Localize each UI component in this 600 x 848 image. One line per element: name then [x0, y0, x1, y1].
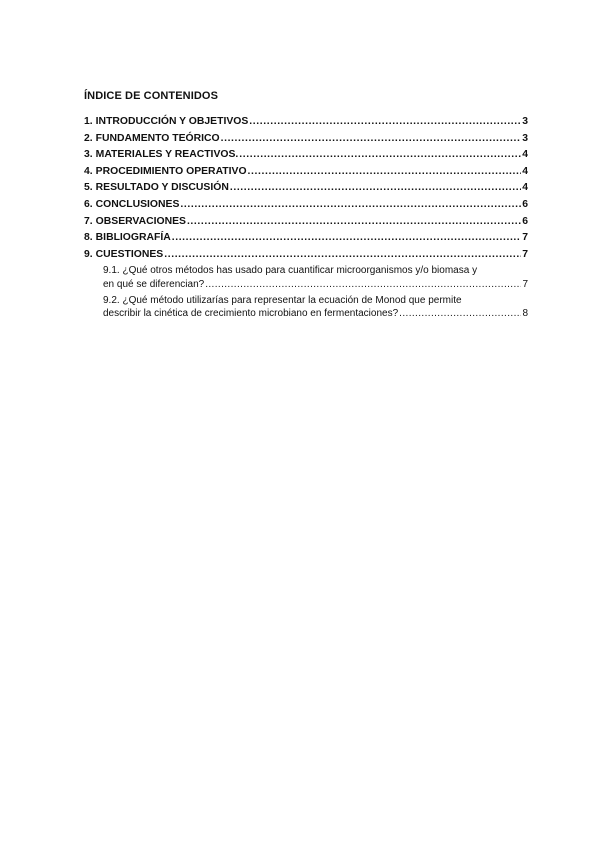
- toc-entry-label: MATERIALES Y REACTIVOS.: [95, 149, 239, 161]
- toc-entry-label: FUNDAMENTO TEÓRICO: [95, 132, 220, 144]
- toc-entry-page: 7: [522, 248, 528, 260]
- toc-entry-procedimiento[interactable]: [84, 164, 528, 181]
- toc-entry-number: 6.: [84, 198, 93, 210]
- toc-leader-dots: [399, 307, 521, 321]
- toc-entry-label: PROCEDIMIENTO OPERATIVO: [95, 165, 247, 177]
- toc-leader-dots: [172, 230, 522, 247]
- toc-entry-number: 4.: [84, 165, 93, 177]
- toc-entry-page: 6: [522, 198, 528, 210]
- toc-leader-dots: [248, 164, 522, 181]
- toc-subentry-text-line2: describir la cinética de crecimiento microbiano en fermentaciones?: [103, 308, 399, 320]
- toc-entry-page: 3: [522, 116, 528, 127]
- toc-leader-dots: [205, 278, 521, 292]
- toc-entry-number: 2.: [84, 132, 93, 144]
- toc-entry-number: 3.: [84, 149, 93, 161]
- toc-entry-page: 3: [522, 132, 528, 144]
- toc-entry-label: CONCLUSIONES: [95, 198, 180, 210]
- toc-entry-fundamento[interactable]: [84, 131, 528, 148]
- toc-entry-label: RESULTADO Y DISCUSIÓN: [95, 182, 229, 194]
- toc-entry-page: 4: [522, 182, 528, 194]
- toc-entry-bibliografia[interactable]: [84, 230, 528, 247]
- toc-title: ÍNDICE DE CONTENIDOS: [84, 90, 219, 102]
- toc-entry-page: 6: [522, 215, 528, 227]
- toc-entry-page: 4: [522, 165, 528, 177]
- toc-entry-resultado[interactable]: [84, 180, 528, 197]
- toc-entry-label: OBSERVACIONES: [95, 215, 186, 227]
- toc-subentry-text-line1: 9.1. ¿Qué otros métodos has usado para cuantificar microorganismos y/o biomasa y: [103, 265, 478, 277]
- toc-subentry-text-line2: en qué se diferencian?: [103, 278, 205, 290]
- toc-subentry-page: 7: [522, 278, 528, 290]
- toc-leader-dots: [239, 147, 521, 164]
- toc-leader-dots: [180, 197, 521, 214]
- toc-leader-dots: [187, 214, 521, 231]
- toc-entry-number: 7.: [84, 215, 93, 227]
- toc-entry-number: 5.: [84, 182, 93, 194]
- toc-entry-number: 1.: [84, 116, 93, 127]
- toc-entry-label: BIBLIOGRAFÍA: [95, 232, 171, 244]
- toc-leader-dots: [230, 180, 521, 197]
- toc-subentry-9-2[interactable]: [103, 294, 528, 321]
- toc-entry-cuestiones[interactable]: [84, 247, 528, 264]
- document-page: [84, 90, 528, 321]
- toc-entry-page: 7: [522, 232, 528, 244]
- toc-leader-dots: [249, 114, 521, 131]
- toc-entry-introduccion[interactable]: [84, 114, 528, 131]
- toc-subentry-text-line1: 9.2. ¿Qué método utilizarías para representar la ecuación de Monod que permite: [103, 294, 462, 306]
- toc-entry-page: 4: [522, 149, 528, 161]
- toc-subentry-page: 8: [522, 308, 528, 320]
- toc-entry-conclusiones[interactable]: [84, 197, 528, 214]
- toc-entry-materiales[interactable]: [84, 147, 528, 164]
- toc-entry-observaciones[interactable]: [84, 214, 528, 231]
- toc-entry-number: 8.: [84, 232, 93, 244]
- toc-entry-number: 9.: [84, 248, 93, 260]
- toc-entry-label: CUESTIONES: [95, 248, 164, 260]
- toc-leader-dots: [164, 247, 521, 264]
- toc-leader-dots: [221, 131, 522, 148]
- toc-subentry-9-1[interactable]: [103, 264, 528, 291]
- toc-entry-label: INTRODUCCIÓN Y OBJETIVOS: [95, 116, 249, 127]
